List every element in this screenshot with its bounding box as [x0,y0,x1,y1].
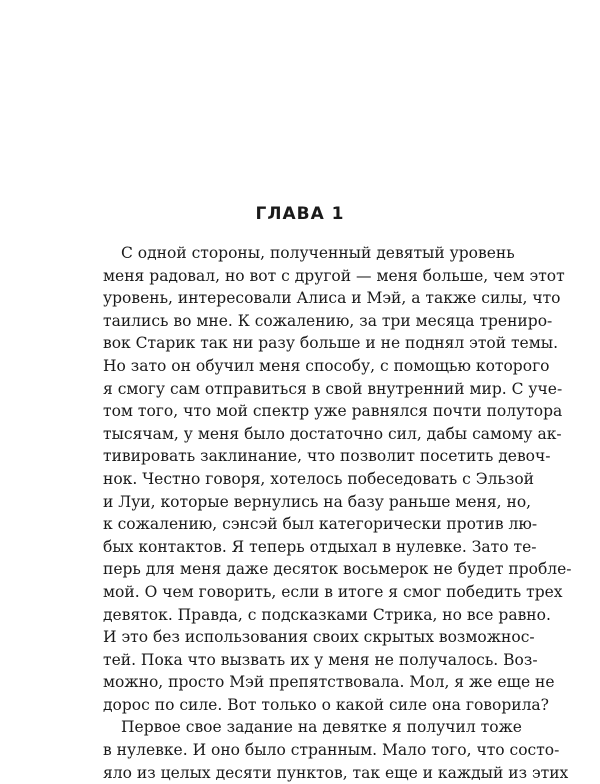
text-line: к сожалению, сэнсэй был категорически против лю- [103,515,538,534]
text-line: и Луи, которые вернулись на базу раньше меня, но, [103,492,532,511]
text-line: таились во мне. К сожалению, за три месяца трениро- [103,311,553,330]
text-line: я смогу сам отправиться в свой внутренний мир. С уче- [103,379,563,398]
text-line: нок. Честно говоря, хотелось побеседовать с Эльзой [103,469,534,488]
text-line: вок Старик так ни разу больше и не поднял этой темы. [103,334,559,353]
chapter-title: ГЛАВА 1 [255,204,345,224]
text-line: бых контактов. Я теперь отдыхал в нулевке. Зато те- [103,537,537,556]
text-line: Но зато он обучил меня способу, с помощью которого [103,356,550,375]
text-line: тивировать заклинание, что позволит посетить девоч- [103,447,551,466]
text-line: в нулевке. И оно было странным. Мало того, что состо- [103,741,560,760]
text-line: яло из целых десяти пунктов, так еще и каждый из этих [103,763,569,782]
chapter-text [103,242,572,784]
text-line: том того, что мой спектр уже равнялся почти полутора [103,402,563,421]
text-line: уровень, интересовали Алиса и Мэй, а также силы, что [103,289,561,308]
text-line: мой. О чем говорить, если в итоге я смог победить трех [103,582,563,601]
text-line: Первое свое задание на девятке я получил тоже [121,718,522,737]
text-line: тей. Пока что вызвать их у меня не получалось. Воз- [103,650,538,669]
text-line: тысячам, у меня было достаточно сил, дабы самому ак- [103,424,562,443]
text-line: можно, просто Мэй препятствовала. Мол, я же еще не [103,673,555,692]
text-line: И это без использования своих скрытых возможнос- [103,628,535,647]
text-line: девяток. Правда, с подсказками Стрика, но все равно. [103,605,551,624]
text-line: меня радовал, но вот с другой — меня больше, чем этот [103,266,565,285]
text-line: С одной стороны, полученный девятый уровень [121,244,515,262]
text-line: дорос по силе. Вот только о какой силе она говорила? [103,695,549,714]
text-line: перь для меня даже десяток восьмерок не будет пробле- [103,560,572,579]
